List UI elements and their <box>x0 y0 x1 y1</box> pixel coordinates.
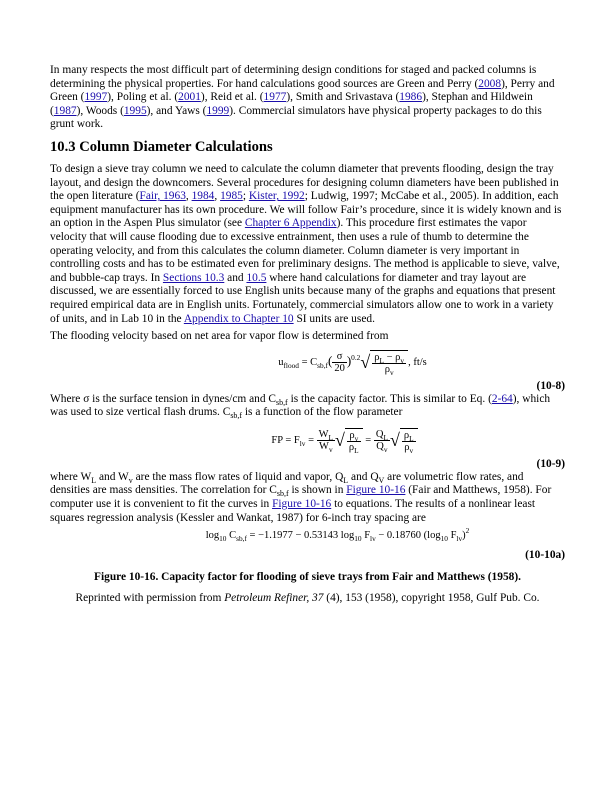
eq-fraction <box>317 429 335 452</box>
subscript: L <box>91 475 97 485</box>
eq-subscript: flood <box>283 360 299 370</box>
eq-subscript: v <box>328 444 333 454</box>
eq-numerator: σ <box>332 351 347 363</box>
eq-subscript: sb,f <box>236 534 247 544</box>
link-appendix-chapter-10[interactable]: Appendix to Chapter 10 <box>183 312 294 325</box>
eq-radicand <box>400 428 418 453</box>
eq-subscript: v <box>354 433 359 443</box>
text: ), Smith and Srivastava ( <box>286 91 400 104</box>
eq-numerator <box>402 430 416 442</box>
eq-denominator <box>347 442 361 453</box>
eq-subscript: v <box>400 355 405 365</box>
equation-number: (10-8) <box>536 379 565 392</box>
eq-symbol: u <box>278 356 284 368</box>
ref-link-stephan-hildwein-1987[interactable]: 1987 <box>53 104 77 117</box>
link-figure-10-16[interactable]: Figure 10-16 <box>346 484 406 497</box>
eq-symbol: C <box>226 530 237 542</box>
eq-symbol: W <box>318 428 329 440</box>
text: ; Ludwig, 1997; McCabe et al., 2005). In addition, each equipment manufacturer has its own procedure. We will follow Fair’s procedure, since it is widely known and is an option in the Aspen Plus simulator (see <box>50 190 562 230</box>
text: and Q <box>348 470 379 483</box>
text: ; <box>242 190 249 203</box>
ref-link-woods-1995[interactable]: 1995 <box>123 104 147 117</box>
text: ), which was used to size vertical flash drums. C <box>50 392 551 419</box>
eq-symbol: Q <box>375 428 384 440</box>
eq-subscript: L <box>383 432 388 442</box>
eq-subscript: 10 <box>440 534 448 544</box>
eq-fraction <box>332 351 347 374</box>
eq-symbol: F <box>447 530 457 542</box>
eq-subscript: lv <box>370 534 376 544</box>
equation-10-9 <box>50 428 565 453</box>
eq-fraction <box>347 430 361 453</box>
text: SI units are used. <box>293 312 375 325</box>
eq-subscript: 10 <box>354 534 362 544</box>
ref-link-fair-1984[interactable]: 1984 <box>191 190 215 203</box>
text: ), Woods ( <box>76 104 124 117</box>
section-heading: 10.3 Column Diameter Calculations <box>50 138 273 155</box>
equation-10-10a <box>50 526 565 544</box>
figure-source <box>50 591 565 605</box>
eq-symbol: ρ <box>404 441 410 453</box>
eq-numerator <box>347 430 361 442</box>
text: where W <box>50 470 92 483</box>
eq-radicand <box>345 428 363 453</box>
eq-denominator <box>402 442 416 453</box>
eq-symbol: log <box>205 530 220 542</box>
journal-title: Petroleum Refiner, 37 <box>224 592 324 605</box>
eq-symbol: Q <box>376 440 384 452</box>
sqrt-icon: √ <box>389 430 400 451</box>
eq-subscript: L <box>328 432 334 442</box>
text: ), Perry and Green ( <box>50 77 555 104</box>
text: , <box>185 190 192 203</box>
eq-subscript: v <box>389 367 394 377</box>
text: and <box>224 271 247 284</box>
sqrt-icon: √ <box>360 352 371 373</box>
text: ), Stephan and Hildwein ( <box>50 91 533 117</box>
eq-exponent: 2 <box>465 526 470 536</box>
eq-paren: ) <box>346 352 352 368</box>
ref-link-kister-1992[interactable]: Kister, 1992 <box>248 190 305 203</box>
link-figure-10-16[interactable]: Figure 10-16 <box>272 498 332 511</box>
eq-subscript: sb,f <box>317 360 328 370</box>
ref-link-fair-1963[interactable]: Fair, 1963 <box>139 190 186 203</box>
ref-link-perry-green-1997[interactable]: 1997 <box>84 91 108 104</box>
eq-subscript: v <box>383 444 388 454</box>
subscript: v <box>128 475 133 485</box>
eq-exponent: 0.2 <box>351 352 361 362</box>
page-content <box>50 64 565 605</box>
eq-symbol: ) <box>462 530 466 542</box>
eq-symbol: ρ <box>348 441 355 453</box>
eq-denominator: 20 <box>334 362 345 374</box>
subscript: sb,f <box>276 489 289 499</box>
text: (4), 153 (1958), copyright 1958, Gulf Pub. Co. <box>323 592 540 605</box>
ref-link-reid-1977[interactable]: 1977 <box>263 91 287 104</box>
text: ), Poling et al. ( <box>107 91 179 104</box>
text: In many respects the most difficult part of determining design conditions for staged and packed columns is determining the physical properties. For hand calculations good sources are Green and Perry ( <box>50 64 537 90</box>
text: , <box>214 190 221 203</box>
text: and W <box>96 470 129 483</box>
eq-symbol: = <box>362 434 374 446</box>
subscript: V <box>378 475 385 485</box>
equation-number: (10-9) <box>536 457 565 470</box>
text: (Fair and Matthews, 1958). For computer use it is convenient to fit the curves in <box>50 484 552 511</box>
link-chapter-6-appendix[interactable]: Chapter 6 Appendix <box>244 217 337 230</box>
eq-subscript: L <box>409 433 414 443</box>
subscript: sb,f <box>275 397 288 407</box>
eq-numerator <box>317 429 335 441</box>
subscript: L <box>343 475 349 485</box>
paragraph-physical-properties <box>50 64 565 132</box>
eq-subscript: v <box>409 445 414 455</box>
eq-subscript: lv <box>299 438 306 448</box>
ref-link-yaws-1999[interactable]: 1999 <box>206 104 230 117</box>
link-eq-2-64[interactable]: 2-64 <box>491 392 513 405</box>
text: ). Commercial simulators have physical property packages to do this grunt work. <box>50 104 542 131</box>
text: To design a sieve tray column we need to calculate the column diameter that prevents flooding, design the tray layout, and design the downcomers. Several procedures for designing column diameters have been published in the open literature ( <box>50 162 559 203</box>
equation-10-8 <box>50 350 565 375</box>
eq-numerator <box>372 352 406 364</box>
text: ), Reid et al. ( <box>200 91 264 104</box>
eq-symbol: FP = F <box>271 434 300 446</box>
ref-link-smith-srivastava-1986[interactable]: 1986 <box>399 91 423 104</box>
text: are the mass flow rates of liquid and vapor, Q <box>132 470 344 483</box>
figure-caption: Figure 10-16. Capacity factor for flooding of sieve trays from Fair and Matthews (1958). <box>94 571 521 584</box>
eq-symbol: − ρ <box>384 351 401 363</box>
text: where hand calculations for diameter and tray layout are discussed, we are essentially forced to use English units because many of the graphs and equations that present required empirical data are in English units. Fortunately, commercial simulators allow one to work in a variety of units, and in Lab 10 in the <box>50 271 556 325</box>
link-section-10-3[interactable]: Sections 10.3 <box>162 271 225 284</box>
ref-link-poling-2001[interactable]: 2001 <box>178 91 201 104</box>
eq-symbol: ρ <box>403 429 410 441</box>
eq-subscript: L <box>354 445 359 455</box>
eq-symbol: W <box>319 440 329 452</box>
eq-symbol: F <box>361 530 371 542</box>
eq-symbol: = −1.1977 − 0.53143 log <box>246 530 355 542</box>
equation-number: (10-10a) <box>525 549 565 562</box>
eq-symbol: ρ <box>374 351 380 363</box>
text: ), and Yaws ( <box>146 104 207 117</box>
eq-unit: , ft/s <box>408 356 427 368</box>
eq-symbol: = C <box>298 356 318 368</box>
eq-symbol: ρ <box>384 363 390 375</box>
sqrt-icon: √ <box>335 430 345 451</box>
paragraph-column-diameter <box>50 163 565 326</box>
subscript: sb,f <box>230 411 243 421</box>
eq-symbol: − 0.18760 (log <box>375 530 441 542</box>
eq-paren: ( <box>327 352 333 368</box>
ref-link-green-perry-2008[interactable]: 2008 <box>478 77 502 90</box>
eq-fraction <box>374 429 390 452</box>
paragraph-flooding-velocity: The flooding velocity based on net area for vapor flow is determined from <box>50 330 389 343</box>
eq-denominator <box>374 441 390 452</box>
link-section-10-5[interactable]: 10.5 <box>246 271 267 284</box>
eq-denominator <box>372 364 406 375</box>
text: to equations. The results of a nonlinear least squares regression analysis (Kessler and Wankat, 1987) for 6-inch tray spacing are <box>50 498 536 524</box>
eq-symbol: ρ <box>349 429 355 441</box>
text: are volumetric flow rates, and densities are mass densities. The correlation for C <box>50 470 524 497</box>
eq-numerator <box>374 429 390 441</box>
eq-subscript: L <box>379 355 384 365</box>
text: ). This procedure first estimates the vapor velocity that will cause flooding due to excessive entrainment, then uses a rule of thumb to determine the operating velocity, and from this calculates the column diameter. Column diameter is very important in controlling costs and has to be estimated even for preliminary designs. The method is applicable to sieve, valve, and bubble-cap trays. In <box>50 217 560 284</box>
eq-radicand <box>370 350 408 375</box>
text: Where σ is the surface tension in dynes/cm and C <box>50 392 276 405</box>
paragraph-flow-rates <box>50 471 565 525</box>
text: Reprinted with permission from <box>75 592 225 605</box>
ref-link-fair-1985[interactable]: 1985 <box>220 190 243 203</box>
eq-fraction <box>372 352 406 375</box>
eq-subscript: lv <box>456 534 463 544</box>
text: is shown in <box>288 484 347 497</box>
eq-fraction <box>402 430 416 453</box>
eq-denominator <box>317 441 335 452</box>
eq-subscript: 10 <box>219 534 227 544</box>
text: is a function of the flow parameter <box>242 406 403 419</box>
paragraph-surface-tension <box>50 393 565 420</box>
text: is the capacity factor. This is similar to Eq. ( <box>287 392 492 405</box>
eq-symbol: = <box>305 434 317 446</box>
